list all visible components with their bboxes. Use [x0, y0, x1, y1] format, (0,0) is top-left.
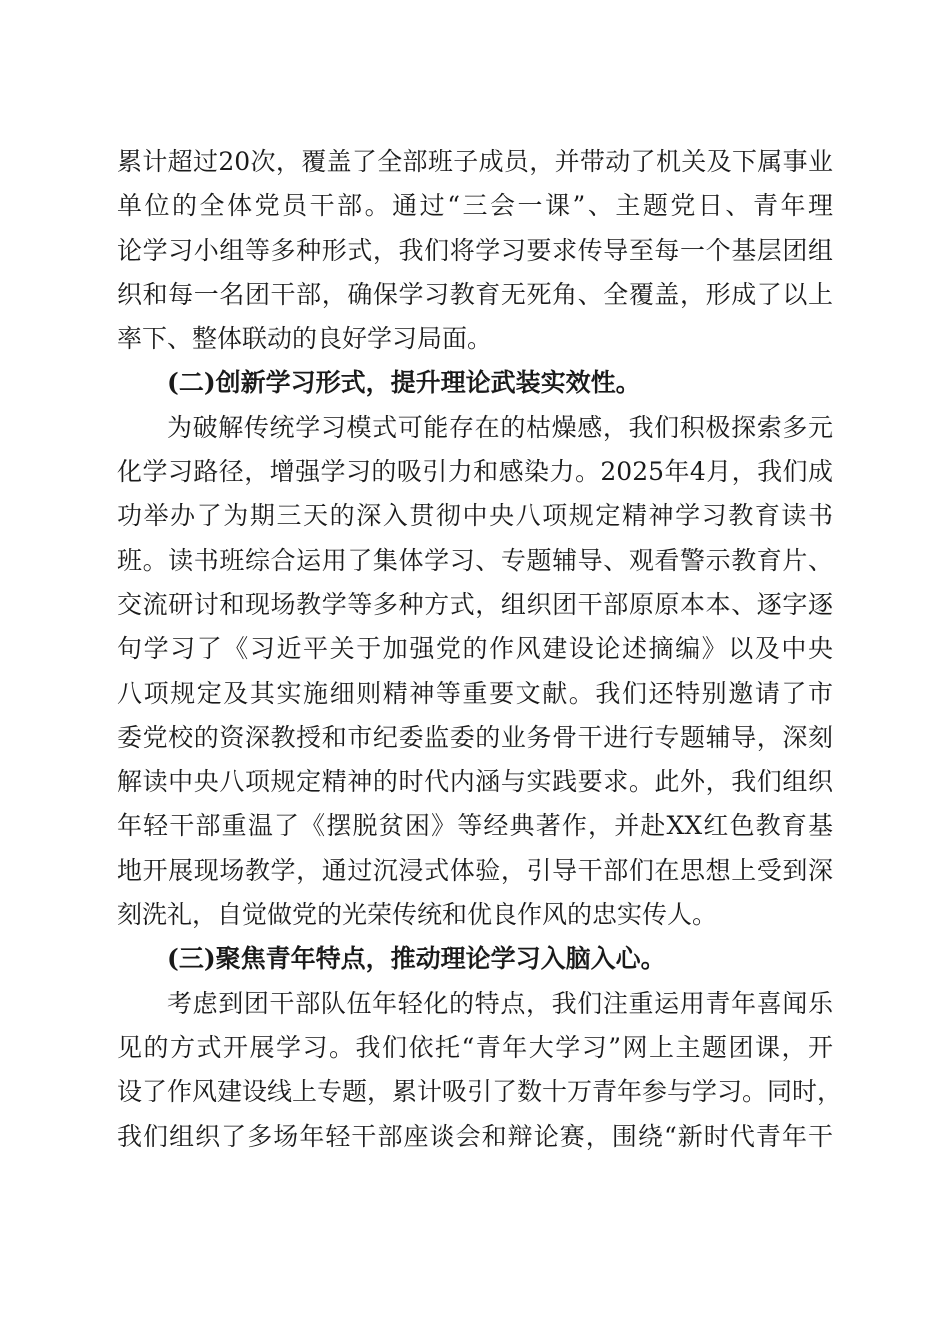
text-line: 地开展现场教学，通过沉浸式体验，引导干部们在思想上受到深	[117, 855, 833, 885]
text-line: 八项规定及其实施细则精神等重要文献。我们还特别邀请了市	[117, 678, 833, 708]
text-line: 为破解传统学习模式可能存在的枯燥感，我们积极探索多元	[167, 412, 833, 442]
section-heading: (三)聚焦青年特点，推动理论学习入脑入心。	[167, 944, 666, 974]
text-line: 交流研讨和现场教学等多种方式，组织团干部原原本本、逐字逐	[117, 589, 833, 619]
text-line: 班。读书班综合运用了集体学习、专题辅导、观看警示教育片、	[117, 545, 833, 575]
text-line: 句学习了《习近平关于加强党的作风建设论述摘编》以及中央	[117, 634, 833, 664]
text-line: 年轻干部重温了《摆脱贫困》等经典著作，并赴XX红色教育基	[117, 811, 833, 841]
text-line: 解读中央八项规定精神的时代内涵与实践要求。此外，我们组织	[117, 767, 833, 797]
text-line: 考虑到团干部队伍年轻化的特点，我们注重运用青年喜闻乐	[167, 988, 833, 1018]
text-line: 见的方式开展学习。我们依托“青年大学习”网上主题团课，开	[117, 1032, 833, 1062]
text-line: 率下、整体联动的良好学习局面。	[117, 324, 493, 354]
text-line: 设了作风建设线上专题，累计吸引了数十万青年参与学习。同时，	[117, 1077, 843, 1107]
text-line: 委党校的资深教授和市纪委监委的业务骨干进行专题辅导，深刻	[117, 722, 833, 752]
text-line: 织和每一名团干部，确保学习教育无死角、全覆盖，形成了以上	[117, 279, 833, 309]
text-line: 功举办了为期三天的深入贯彻中央八项规定精神学习教育读书	[117, 501, 833, 531]
text-line: 论学习小组等多种形式，我们将学习要求传导至每一个基层团组	[117, 235, 833, 265]
text-line: 我们组织了多场年轻干部座谈会和辩论赛，围绕“新时代青年干	[117, 1121, 833, 1151]
section-heading: (二)创新学习形式，提升理论武装实效性。	[167, 368, 641, 398]
text-line: 刻洗礼，自觉做党的光荣传统和优良作风的忠实传人。	[117, 900, 718, 930]
text-line: 单位的全体党员干部。通过“三会一课”、主题党日、青年理	[117, 191, 833, 221]
text-line: 化学习路径，增强学习的吸引力和感染力。2025年4月，我们成	[117, 457, 833, 487]
text-line: 累计超过20次，覆盖了全部班子成员，并带动了机关及下属事业	[117, 147, 833, 176]
body-text	[117, 140, 843, 1159]
